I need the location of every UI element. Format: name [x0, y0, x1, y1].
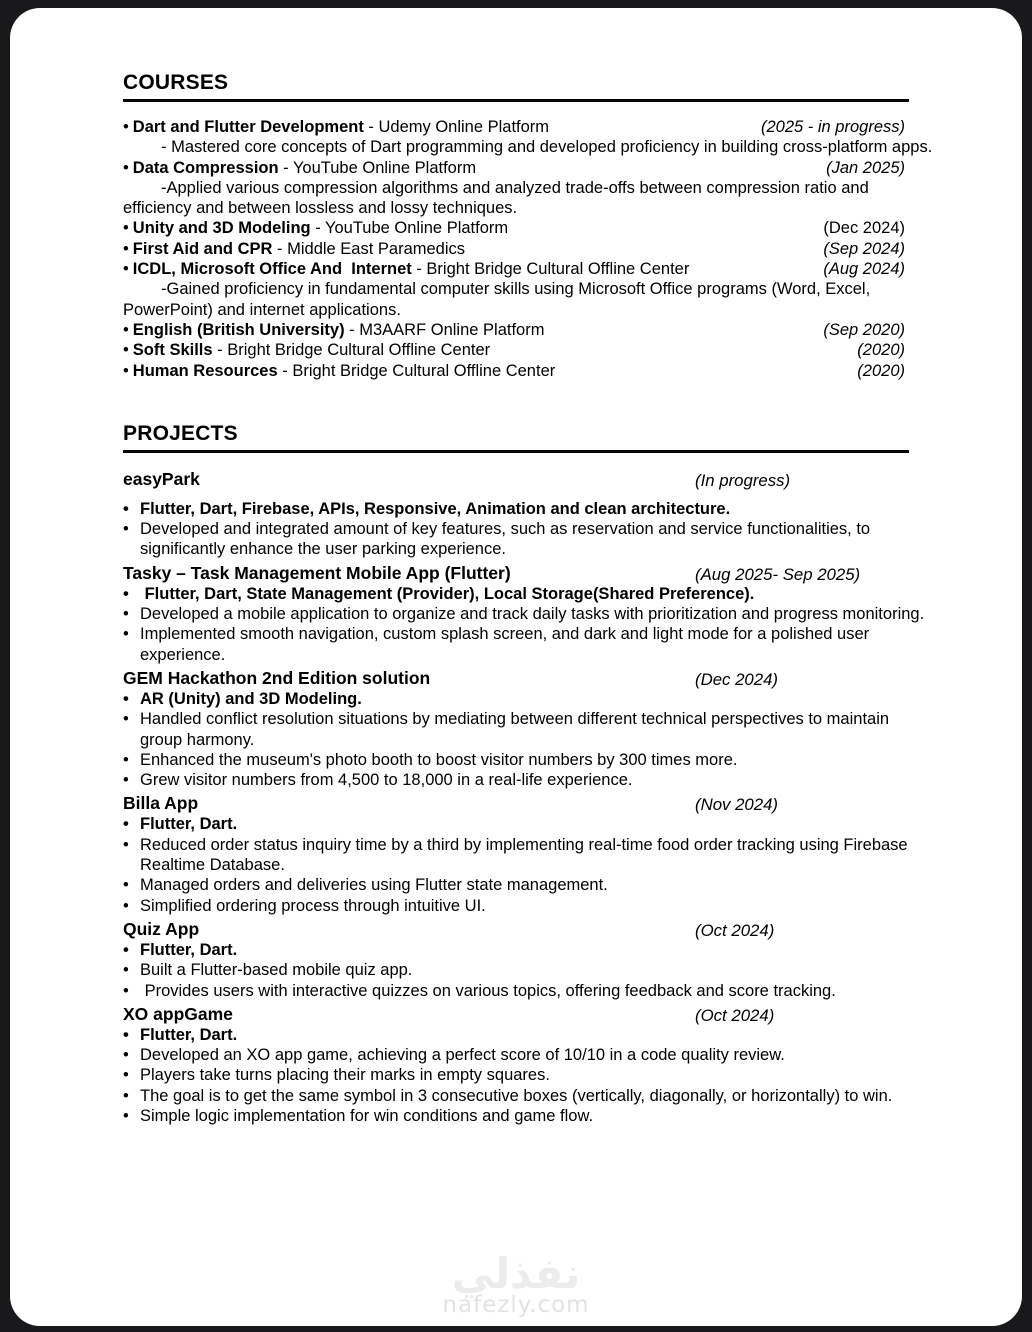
bullet-icon: • [123, 771, 129, 790]
bullet-icon: • [123, 961, 129, 980]
project-title: GEM Hackathon 2nd Edition solution [123, 667, 431, 688]
bullet-icon: • [123, 158, 129, 177]
project-item [123, 918, 935, 1001]
bullet-icon: • [123, 940, 129, 959]
courses-heading: COURSES [123, 71, 229, 94]
course-title: ICDL, Microsoft Office And Internet [132, 260, 412, 279]
nafezly-logo: نفذلي [451, 1248, 581, 1298]
project-bullet-text: Flutter, Dart. [140, 940, 238, 959]
bullet-icon: • [123, 689, 129, 708]
bullet-icon: • [123, 584, 129, 603]
course-title: First Aid and CPR [132, 239, 273, 258]
project-bullet [123, 519, 935, 560]
bullet-icon: • [123, 341, 129, 360]
course-detail: - Mastered core concepts of Dart programming and developed proficiency in building cross-platform apps. [161, 138, 933, 157]
course-title: Data Compression [132, 158, 279, 177]
course-provider: - Bright Bridge Cultural Offline Center [411, 260, 690, 279]
course-provider: - M3AARF Online Platform [344, 320, 545, 339]
bullet-icon: • [123, 815, 129, 834]
projects-divider [123, 450, 909, 453]
project-bullet [123, 896, 935, 916]
bullet-icon: • [123, 605, 129, 624]
course-title: Soft Skills [132, 341, 213, 360]
project-bullet-text: The goal is to get the same symbol in 3 consecutive boxes (vertically, diagonally, or horizontally) to win. [140, 1086, 893, 1105]
project-item [123, 1003, 935, 1126]
project-bullet [123, 709, 935, 750]
project-bullet-text: Built a Flutter-based mobile quiz app. [140, 961, 413, 980]
project-bullet-text: Reduced order status inquiry time by a third by implementing real-time food order tracking using Firebase Realtime Database. [140, 835, 913, 875]
project-bullet [123, 960, 935, 980]
course-title: Dart and Flutter Development [132, 118, 364, 136]
project-bullet-text: Flutter, Dart. [140, 815, 238, 834]
project-bullet-text: Flutter, Dart, Firebase, APIs, Responsive, Animation and clean architecture. [140, 499, 731, 518]
bullet-icon: • [123, 520, 129, 539]
project-bullets [123, 814, 935, 915]
course-line [123, 239, 935, 259]
project-bullet [123, 1065, 935, 1085]
project-bullet [123, 499, 935, 519]
project-bullet [123, 689, 935, 709]
resume-page [10, 8, 1022, 1326]
project-title: XO appGame [123, 1003, 233, 1024]
project-title-row [123, 1003, 935, 1025]
project-date: (In progress) [695, 470, 791, 490]
project-item [123, 667, 935, 790]
course-date: (2025 - in progress) [761, 118, 905, 136]
project-bullet [123, 770, 935, 790]
project-bullets [123, 584, 935, 665]
course-detail: -Applied various compression algorithms and analyzed trade-offs between compression ratio and efficiency and between lossless and lossy techniques. [123, 178, 869, 218]
project-bullet [123, 835, 935, 876]
course-item [123, 259, 935, 320]
course-date: (Sep 2020) [823, 320, 905, 339]
course-date: (2020) [857, 341, 905, 360]
course-line [123, 320, 935, 340]
bullet-icon: • [123, 320, 129, 339]
project-title-row [123, 468, 935, 490]
project-bullet-text: AR (Unity) and 3D Modeling. [140, 689, 362, 708]
project-bullet-text: Flutter, Dart, State Management (Provider), Local Storage(Shared Preference). [140, 584, 755, 603]
course-date: (2020) [857, 361, 905, 380]
project-bullet [123, 814, 935, 834]
project-bullet-text: Players take turns placing their marks in empty squares. [140, 1066, 550, 1085]
course-line [123, 158, 935, 178]
project-bullet-text: Grew visitor numbers from 4,500 to 18,000 in a real-life experience. [140, 771, 633, 790]
project-bullets [123, 499, 935, 560]
course-provider: - Bright Bridge Cultural Offline Center [277, 361, 556, 380]
project-bullet-text: Enhanced the museum's photo booth to boost visitor numbers by 300 times more. [140, 750, 738, 769]
project-bullet-text: Managed orders and deliveries using Flutter state management. [140, 876, 608, 895]
bullet-icon: • [123, 625, 129, 644]
project-item [123, 792, 935, 915]
project-title-row [123, 667, 935, 689]
bullet-icon: • [123, 750, 129, 769]
project-bullet [123, 940, 935, 960]
course-item [123, 361, 935, 381]
project-bullet-text: Developed and integrated amount of key features, such as reservation and service functionalities, to significantly enhance the user parking experience. [140, 520, 875, 559]
project-title: Quiz App [123, 918, 200, 939]
projects-heading: PROJECTS [123, 421, 238, 445]
project-item [123, 562, 935, 665]
project-date: (Dec 2024) [695, 669, 779, 689]
watermark-site-text: nafezly.com [442, 1292, 590, 1318]
project-bullet-text: Flutter, Dart. [140, 1025, 238, 1044]
course-title: English (British University) [132, 320, 345, 339]
project-bullets [123, 940, 935, 1001]
course-date: (Jan 2025) [826, 158, 905, 177]
project-bullet-text: Developed a mobile application to organize and track daily tasks with prioritization and progress monitoring. [140, 605, 925, 624]
project-bullets [123, 689, 935, 790]
projects-list [123, 468, 935, 1126]
course-date: (Sep 2024) [823, 239, 905, 258]
bullet-icon: • [123, 260, 129, 279]
project-item [123, 468, 935, 560]
bullet-icon: • [123, 219, 129, 238]
project-title: Tasky – Task Management Mobile App (Flutter) [123, 562, 511, 583]
course-item [123, 239, 935, 259]
course-item [123, 218, 935, 238]
page-content [123, 72, 935, 1126]
watermark [10, 1248, 1022, 1318]
projects-section [123, 423, 935, 1126]
project-bullet [123, 1045, 935, 1065]
bullet-icon: • [123, 710, 129, 729]
project-bullet-text: Handled conflict resolution situations by mediating between different technical perspectives to maintain group harmony. [140, 710, 894, 749]
course-item [123, 158, 935, 219]
bullet-icon: • [123, 876, 129, 895]
course-item [123, 117, 935, 158]
course-line [123, 361, 935, 381]
bullet-icon: • [123, 239, 129, 258]
project-title: Billa App [123, 793, 199, 814]
course-title: Unity and 3D Modeling [132, 219, 311, 238]
course-provider: - YouTube Online Platform [310, 219, 509, 238]
bullet-icon: • [123, 981, 129, 1000]
course-detail: -Gained proficiency in fundamental computer skills using Microsoft Office programs (Word, Excel, PowerPoint) and internet applications. [123, 280, 871, 319]
course-provider: - Udemy Online Platform [363, 118, 550, 136]
bullet-icon: • [123, 1025, 129, 1044]
course-provider: - Bright Bridge Cultural Offline Center [212, 341, 491, 360]
course-line [123, 259, 935, 279]
project-title-row [123, 792, 935, 814]
project-bullet [123, 1025, 935, 1045]
project-bullet-text: Simple logic implementation for win conditions and game flow. [140, 1106, 594, 1125]
project-bullet [123, 604, 935, 624]
project-title-row [123, 562, 935, 584]
project-bullet-text: Simplified ordering process through intuitive UI. [140, 896, 486, 915]
course-item [123, 340, 935, 360]
bullet-icon: • [123, 361, 129, 380]
course-title: Human Resources [132, 361, 278, 380]
project-date: (Nov 2024) [695, 795, 779, 815]
course-line [123, 117, 935, 137]
project-date: (Aug 2025- Sep 2025) [695, 564, 861, 584]
courses-list [123, 117, 935, 381]
bullet-icon: • [123, 1066, 129, 1085]
bullet-icon: • [123, 1046, 129, 1065]
project-bullet [123, 624, 935, 665]
course-provider: - YouTube Online Platform [278, 158, 477, 177]
course-provider: - Middle East Paramedics [272, 239, 466, 258]
project-bullet [123, 875, 935, 895]
bullet-icon: • [123, 835, 129, 854]
project-bullet [123, 584, 935, 604]
project-date: (Oct 2024) [695, 1005, 775, 1025]
project-title-row [123, 918, 935, 940]
bullet-icon: • [123, 499, 129, 518]
project-date: (Oct 2024) [695, 920, 775, 940]
course-item [123, 320, 935, 340]
course-line [123, 218, 935, 238]
bullet-icon: • [123, 1106, 129, 1125]
bullet-icon: • [123, 118, 129, 136]
course-line [123, 340, 935, 360]
courses-divider [123, 99, 909, 102]
course-date: (Aug 2024) [823, 260, 905, 279]
project-bullet [123, 981, 935, 1001]
project-bullet [123, 1106, 935, 1126]
bullet-icon: • [123, 896, 129, 915]
project-bullets [123, 1025, 935, 1126]
courses-section [123, 72, 935, 381]
project-bullet-text: Developed an XO app game, achieving a perfect score of 10/10 in a code quality review. [140, 1046, 785, 1065]
project-bullet-text: Provides users with interactive quizzes on various topics, offering feedback and score tracking. [140, 981, 836, 1000]
course-date: (Dec 2024) [823, 219, 905, 238]
bullet-icon: • [123, 1086, 129, 1105]
project-bullet-text: Implemented smooth navigation, custom splash screen, and dark and light mode for a polished user experience. [140, 625, 874, 664]
project-title: easyPark [123, 468, 200, 489]
project-bullet [123, 1086, 935, 1106]
project-bullet [123, 750, 935, 770]
